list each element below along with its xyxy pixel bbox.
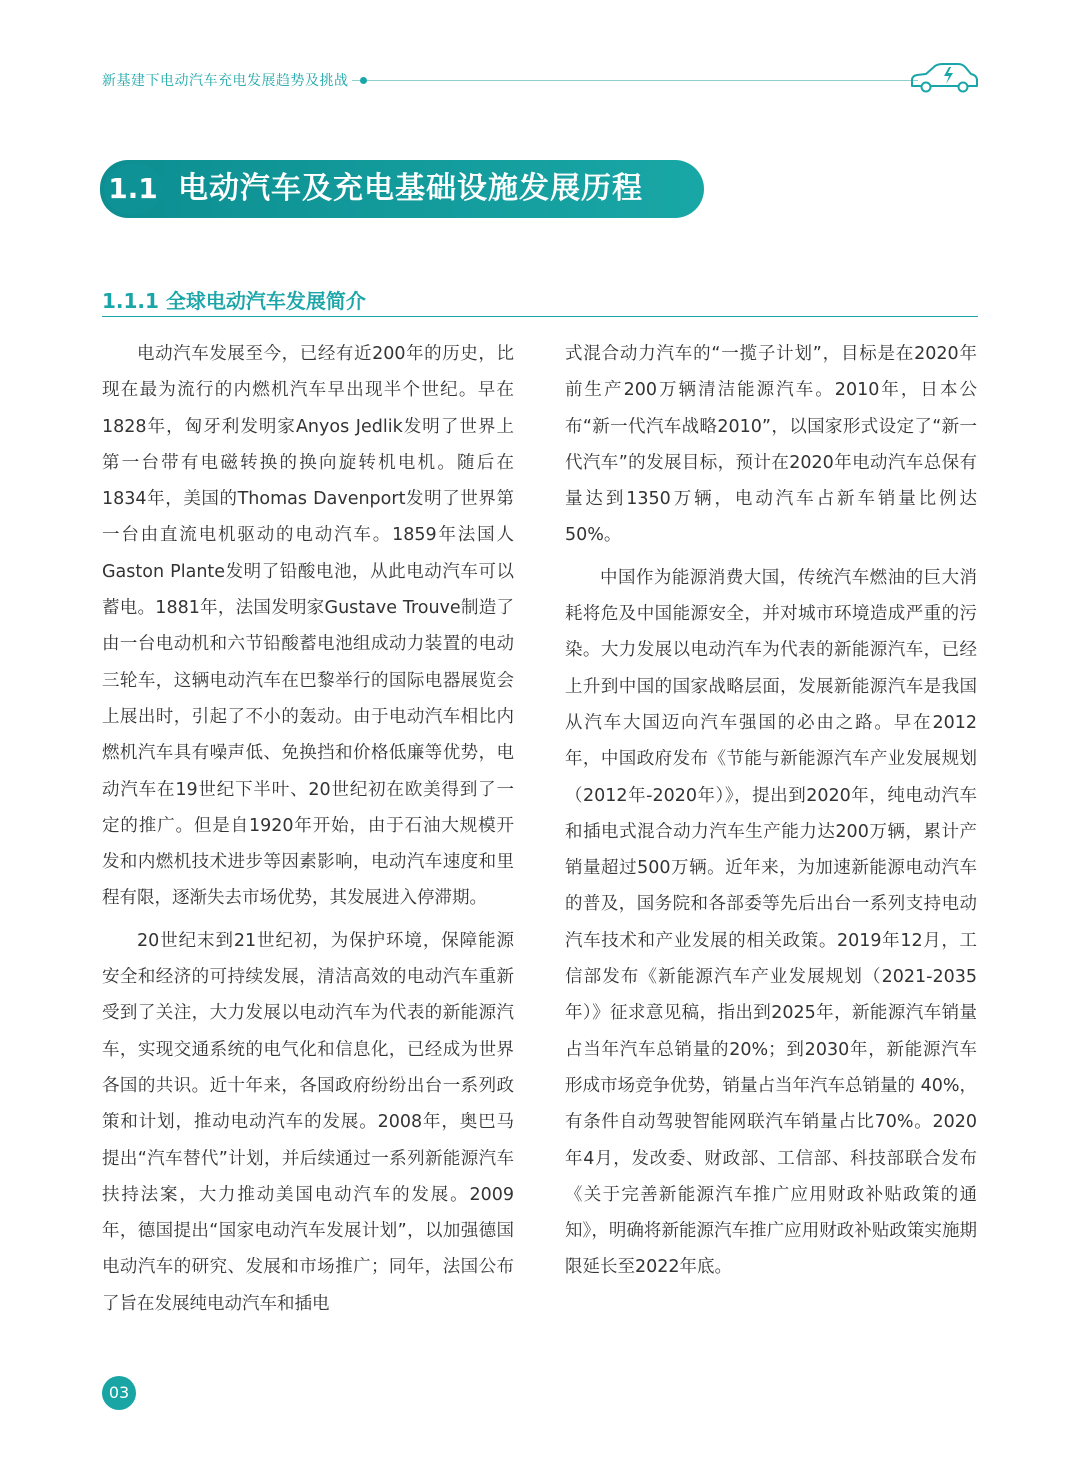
left-column [102, 336, 514, 1322]
section-title: 1.1.1 全球电动汽车发展简介 [102, 289, 366, 313]
paragraph: 20世纪末到21世纪初，为保护环境，保障能源安全和经济的可持续发展，清洁高效的电动汽车重新受到了关注，大力发展以电动汽车为代表的新能源汽车，实现交通系统的电气化和信息化，已经成为世界各国的共识。近十年来，各国政府纷纷出台一系列政策和计划，推动电动汽车的发展。2008年，奥巴马提出“汽车替代”计划，并后续通过一系列新能源汽车扶持法案，大力推动美国电动汽车的发展。2009年，德国提出“国家电动汽车发展计划”，以加强德国电动汽车的研究、发展和市场推广；同年，法国公布了旨在发展纯电动汽车和插电 [102, 930, 514, 1314]
chapter-number: 1.1 [104, 164, 162, 214]
electric-car-icon [908, 58, 980, 96]
section-rule [102, 316, 978, 317]
paragraph: 中国作为能源消费大国，传统汽车燃油的巨大消耗将危及中国能源安全，并对城市环境造成严重的污染。大力发展以电动汽车为代表的新能源汽车，已经上升到中国的国家战略层面，发展新能源汽车是我国从汽车大国迈向汽车强国的必由之路。早在2012年，中国政府发布《节能与新能源汽车产业发展规划（2012年-2020年）》，提出到2020年，纯电动汽车和插电式混合动力汽车生产能力达200万辆，累计产销量超过500万辆。近年来，为加速新能源电动汽车的普及，国务院和各部委等先后出台一系列支持电动汽车技术和产业发展的相关政策。2019年12月，工信部发布《新能源汽车产业发展规划（2021-2035年）》征求意见稿，指出到2025年，新能源汽车销量占当年汽车总销量的20%；到2030年，新能源汽车形成市场竞争优势，销量占当年汽车总销量的 40%，有条件自动驾驶智能网联汽车销量占比70%。2020年4月，发改委、财政部、工信部、科技部联合发布《关于完善新能源汽车推广应用财政补贴政策的通知》，明确将新能源汽车推广应用财政补贴政策实施期限延长至2022年底。 [565, 567, 977, 1278]
right-column [565, 336, 977, 1286]
paragraph: 电动汽车发展至今，已经有近200年的历史，比现在最为流行的内燃机汽车早出现半个世纪。早在1828年，匈牙利发明家Anyos Jedlik发明了世界上第一台带有电磁转换的换向旋转机电机。随后在1834年，美国的Thomas Davenport发明了世界第一台由直流电机驱动的电动汽车。1859年法国人Gaston Plante发明了铅酸电池，从此电动汽车可以蓄电。1881年，法国发明家Gustave Trouve制造了由一台电动机和六节铅酸蓄电池组成动力装置的电动三轮车，这辆电动汽车在巴黎举行的国际电器展览会上展出时，引起了不小的轰动。由于电动汽车相比内燃机汽车具有噪声低、免换挡和价格低廉等优势，电动汽车在19世纪下半叶、20世纪初在欧美得到了一定的推广。但是自1920年开始，由于石油大规模开发和内燃机技术进步等因素影响，电动汽车速度和里程有限，逐渐失去市场优势，其发展进入停滞期。 [102, 344, 514, 909]
running-head: 新基建下电动汽车充电发展趋势及挑战 [102, 73, 349, 89]
chapter-title: 电动汽车及充电基础设施发展历程 [178, 171, 643, 206]
header-divider [352, 80, 918, 81]
page-number: 03 [102, 1376, 136, 1410]
header-dot [360, 77, 367, 84]
paragraph: 式混合动力汽车的“一揽子计划”，目标是在2020年前生产200万辆清洁能源汽车。2010年，日本公布“新一代汽车战略2010”，以国家形式设定了“新一代汽车”的发展目标，预计在2020年电动汽车总保有量达到1350万辆，电动汽车占新车销量比例达50%。 [565, 344, 977, 546]
